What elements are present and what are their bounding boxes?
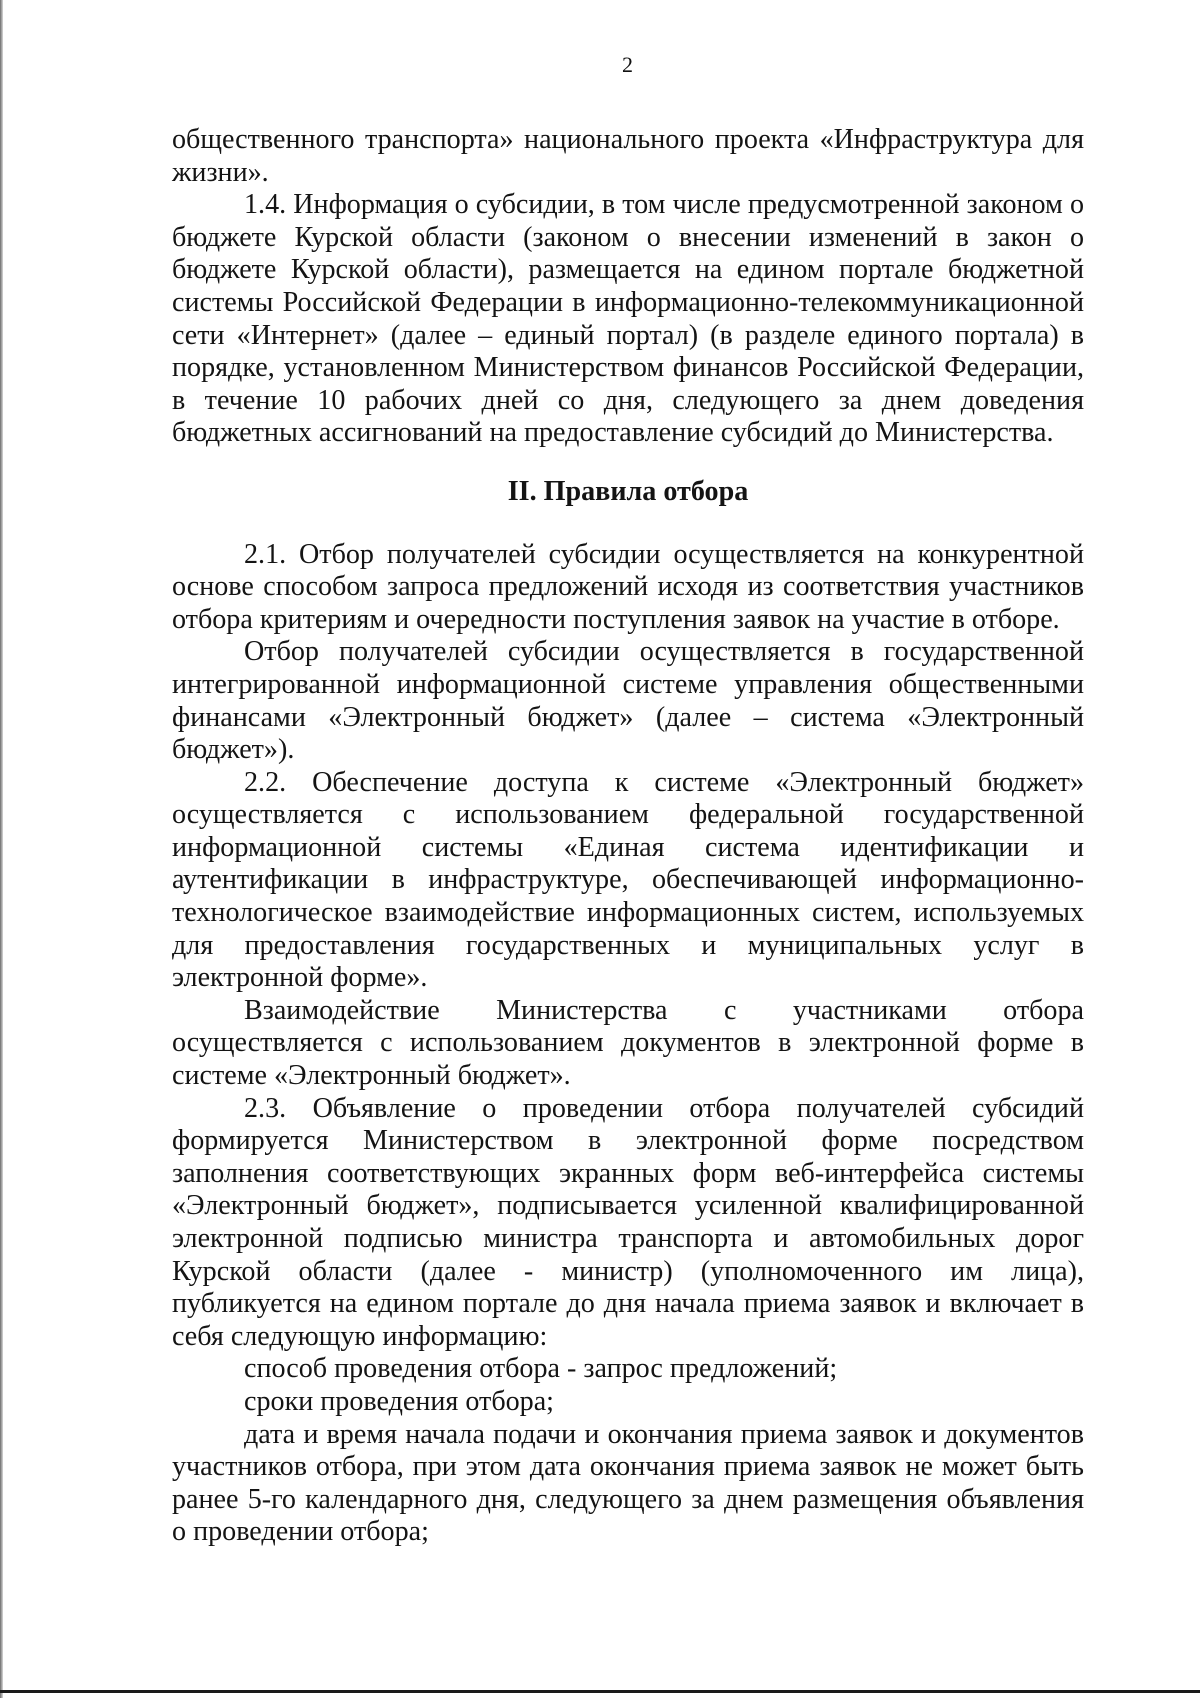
scan-edge-left (0, 0, 3, 1698)
document-body (172, 124, 1084, 1549)
page-number: 2 (622, 52, 633, 77)
paragraph-continuation: общественного транспорта» национального проекта «Инфраструктура для жизни». (172, 124, 1084, 188)
paragraph-2-2: 2.2. Обеспечение доступа к системе «Электронный бюджет» осуществляется с использованием федеральной государственной информационной системы «Единая система идентификации и аутентификации в инфраструктуре, обеспечивающей информационно-технологическое взаимодействие информационных систем, используемых для предоставления государственных и муниципальных услуг в электронной форме». (172, 766, 1084, 994)
paragraph-selection-system: Отбор получателей субсидии осуществляется в государственной интегрированной информационной системе управления общественными финансами «Электронный бюджет» (далее – система «Электронный бюджет»). (172, 636, 1084, 766)
paragraph-2-1: 2.1. Отбор получателей субсидии осуществляется на конкурентной основе способом запроса предложений исходя из соответствия участников отбора критериям и очередности поступления заявок на участие в отборе. (172, 538, 1084, 635)
list-item-selection-method: способ проведения отбора - запрос предложений; (244, 1353, 838, 1385)
section-heading: II. Правила отбора (507, 475, 749, 507)
paragraph-interaction: Взаимодействие Министерства с участниками отбора осуществляется с использованием документов в электронной форме в системе «Электронный бюджет». (172, 994, 1084, 1092)
paragraph-1-4: 1.4. Информация о субсидии, в том числе предусмотренной законом о бюджете Курской области (законом о внесении изменений в закон о бюджете Курской области), размещается на едином портале бюджетной системы Российской Федерации в информационно-телекоммуникационной сети «Интернет» (далее – единый портал) (в разделе единого портала) в порядке, установленном Министерством финансов Российской Федерации, в течение 10 рабочих дней со дня, следующего за днем доведения бюджетных ассигнований на предоставление субсидий до Министерства. (172, 189, 1084, 449)
list-item-selection-dates: сроки проведения отбора; (244, 1385, 554, 1417)
paragraph-application-dates: дата и время начала подачи и окончания приема заявок и документов участников отбора, при этом дата окончания приема заявок не может быть ранее 5-го календарного дня, следующего за днем размещения объявления о проведении отбора; (172, 1418, 1084, 1548)
paragraph-2-3: 2.3. Объявление о проведении отбора получателей субсидий формируется Министерством в электронной форме посредством заполнения соответствующих экранных форм веб-интерфейса системы «Электронный бюджет», подписывается усиленной квалифицированной электронной подписью министра транспорта и автомобильных дорог Курской области (далее - министр) (уполномоченного им лица), публикуется на едином портале до дня начала приема заявок и включает в себя следующую информацию: (172, 1092, 1084, 1352)
scan-edge-bottom (0, 1690, 1200, 1693)
